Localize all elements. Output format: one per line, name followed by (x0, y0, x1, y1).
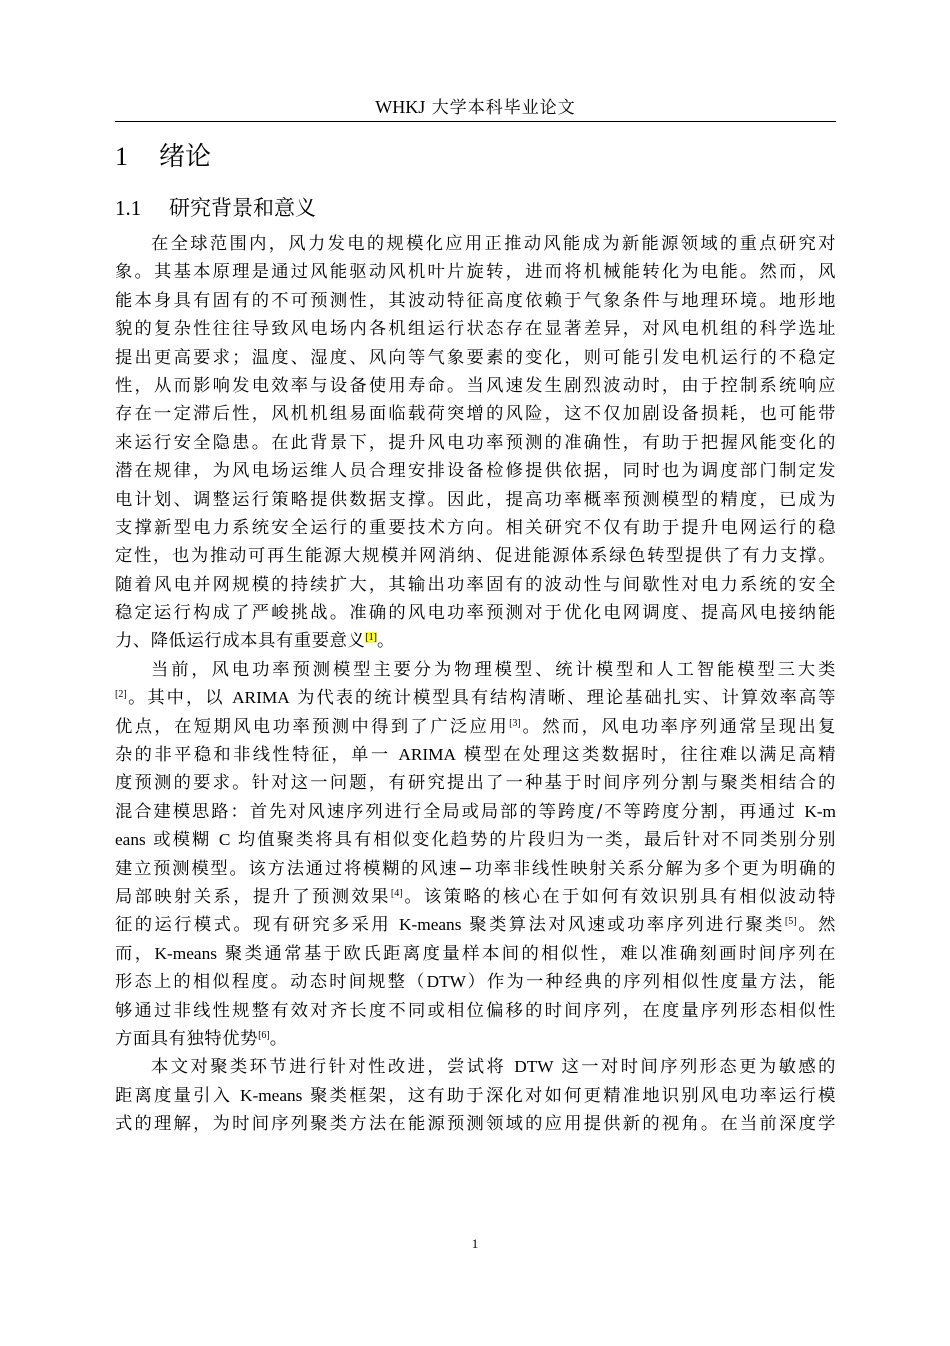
text-fragment: 。 (269, 1028, 288, 1049)
text-line: 支撑新型电力系统安全运行的重要技术方向。相关研究不仅有助于提升电网运行的稳 (115, 517, 836, 538)
text-line (115, 826, 836, 854)
text-fragment: 聚类框架，这有助于深化对如何更精准地识别风电功率运行模 (302, 1085, 836, 1106)
text-line: 电计划、调整运行策略提供数据支撑。因此，提高功率概率预测模型的精度，已成为 (115, 489, 836, 510)
text-fragment: 或模糊 (145, 830, 219, 851)
text-fragment: 。该策略的核心在于如何有效识别具有相似波动特 (402, 886, 836, 907)
term-kmeans-part: eans (115, 830, 146, 850)
text-line: 度预测的要求。针对这一问题，有研究提出了一种基于时间序列分割与聚类相结合的 (115, 773, 836, 794)
text-fragment: 。 (377, 631, 395, 652)
text-fragment: 聚类算法对风速或功率序列进行聚类 (461, 915, 785, 936)
text-fragment: 本文对聚类环节进行针对性改进，尝试将 (151, 1057, 515, 1078)
term-arima: ARIMA (398, 745, 457, 765)
text-line: 能本身具有固有的不可预测性，其波动特征高度依赖于气象条件与地理环境。地形地 (115, 290, 836, 311)
text-fragment: 优点，在短期风电功率预测中得到了广泛应用 (115, 716, 510, 737)
text-line (115, 911, 836, 939)
text-fragment: 这一对时间序列形态更为敏感的 (553, 1057, 836, 1078)
text-line (115, 713, 836, 741)
text-line: 来运行安全隐患。在此背景下，提升风电功率预测的准确性，有助于把握风能变化的 (115, 432, 836, 453)
text-fragment: 。其中，以 (126, 688, 233, 709)
term-kmeans-part: K-m (804, 801, 836, 821)
chapter-title: 绪论 (159, 142, 212, 172)
text-line: 定性，也为推动可再生能源大规模并网消纳、促进能源体系绿色转型提供了有力支撑。 (115, 546, 836, 567)
text-fragment: 均值聚类将具有相似变化趋势的片段归为一类，最后针对不同类别分别 (230, 830, 836, 851)
citation-6[interactable]: [6] (258, 1029, 270, 1041)
section-title: 研究背景和意义 (169, 196, 316, 220)
text-line: 随着风电并网规模的持续扩大，其输出功率固有的波动性与间歇性对电力系统的安全 (115, 574, 836, 595)
text-line (115, 883, 836, 911)
text-fragment: 。然而，风电功率序列通常呈现出复 (520, 716, 836, 737)
text-line: 潜在规律，为风电场运维人员合理安排设备检修提供依据，同时也为调度部门制定发 (115, 461, 836, 482)
text-fragment: 局部映射关系，提升了预测效果 (115, 886, 391, 907)
text-line (115, 968, 836, 996)
term-kmeans: K-means (399, 915, 462, 935)
text-fragment: 聚类通常基于欧氏距离度量样本间的相似性，难以准确刻画时间序列在 (216, 943, 836, 964)
text-line (115, 1053, 836, 1081)
citation-4[interactable]: [4] (390, 887, 403, 899)
body-text (115, 230, 836, 1139)
text-fragment: 模型在处理这类数据时，往往难以满足高精 (456, 745, 836, 766)
section-heading (115, 194, 316, 222)
text-fragment: 方面具有独特优势 (115, 1028, 259, 1049)
text-fragment: ）作为一种经典的序列相似性度量方法，能 (465, 972, 836, 993)
text-line: 象。其基本原理是通过风能驱动风机叶片旋转，进而将机械能转化为电能。然而，风 (115, 262, 836, 283)
term-kmeans: K-means (239, 1085, 303, 1105)
text-line: 存在一定滞后性，风机机组易面临载荷突增的风险，这不仅加剧设备损耗，也可能带 (115, 404, 836, 425)
header-title (115, 97, 836, 118)
paragraph-3 (115, 1053, 836, 1138)
text-line: 够通过非线性规整有效对齐长度不同或相位偏移的时间序列，在度量序列形态相似性 (115, 1000, 836, 1021)
citation-5[interactable]: [5] (784, 916, 797, 928)
page-number: 1 (471, 1236, 479, 1251)
term-arima: ARIMA (232, 688, 290, 708)
paragraph-2 (115, 656, 836, 1053)
text-line: 貌的复杂性往往导致风电场内各机组运行状态存在显著差异，对风电机组的科学选址 (115, 319, 836, 340)
citation-2[interactable]: [2] (115, 689, 127, 701)
text-fragment: 混合建模思路：首先对风速序列进行全局或局部的等跨度/不等跨度分割，再通过 (115, 801, 805, 822)
chapter-heading (115, 140, 211, 174)
text-fragment: 形态上的相似程度。动态时间规整（ (115, 972, 427, 993)
text-line (115, 684, 836, 712)
term-c: C (218, 830, 231, 850)
text-fragment: 杂的非平稳和非线性特征，单一 (115, 745, 399, 766)
text-line (115, 1082, 836, 1110)
citation-1[interactable]: [1] (365, 632, 378, 644)
text-line (115, 741, 836, 769)
header-title-text: 大学本科毕业论文 (431, 98, 576, 118)
term-kmeans: K-means (154, 943, 217, 963)
text-line: 性，从而影响发电效率与设备使用寿命。当风速发生剧烈波动时，由于控制系统响应 (115, 375, 836, 396)
text-line (115, 627, 836, 655)
term-dtw: DTW (514, 1057, 554, 1077)
text-line (115, 940, 836, 968)
citation-3[interactable]: [3] (509, 717, 521, 729)
text-line: 建立预测模型。该方法通过将模糊的风速−功率非线性映射关系分解为多个更为明确的 (115, 858, 836, 879)
text-line (115, 798, 836, 826)
text-fragment: 为代表的统计模型具有结构清晰、理论基础扎实、计算效率高等 (289, 688, 836, 709)
text-fragment: 。然 (796, 915, 836, 936)
text-fragment: 而， (115, 943, 155, 964)
text-line: 式的理解，为时间序列聚类方法在能源预测领域的应用提供新的视角。在当前深度学 (115, 1114, 836, 1135)
chapter-number: 1 (115, 142, 128, 171)
section-number: 1.1 (115, 196, 142, 220)
text-line: 在全球范围内，风力发电的规模化应用正推动风能成为新能源领域的重点研究对 (151, 234, 836, 254)
text-line: 提出更高要求；温度、湿度、风向等气象要素的变化，则可能引发电机运行的不稳定 (115, 347, 836, 368)
text-line: 稳定运行构成了严峻挑战。准确的风电功率预测对于优化电网调度、提高风电接纳能 (115, 603, 836, 624)
header-latin: WHKJ (375, 97, 426, 117)
text-fragment: 力、降低运行成本具有重要意义 (115, 631, 366, 652)
text-fragment: 距离度量引入 (115, 1085, 240, 1106)
text-line: 当前，风电功率预测模型主要分为物理模型、统计模型和人工智能模型三大类 (151, 659, 836, 680)
paragraph-1 (115, 230, 836, 656)
term-dtw: DTW (426, 972, 466, 992)
page-header (115, 97, 836, 122)
text-fragment: 征的运行模式。现有研究多采用 (115, 915, 400, 936)
text-line (115, 1025, 836, 1053)
